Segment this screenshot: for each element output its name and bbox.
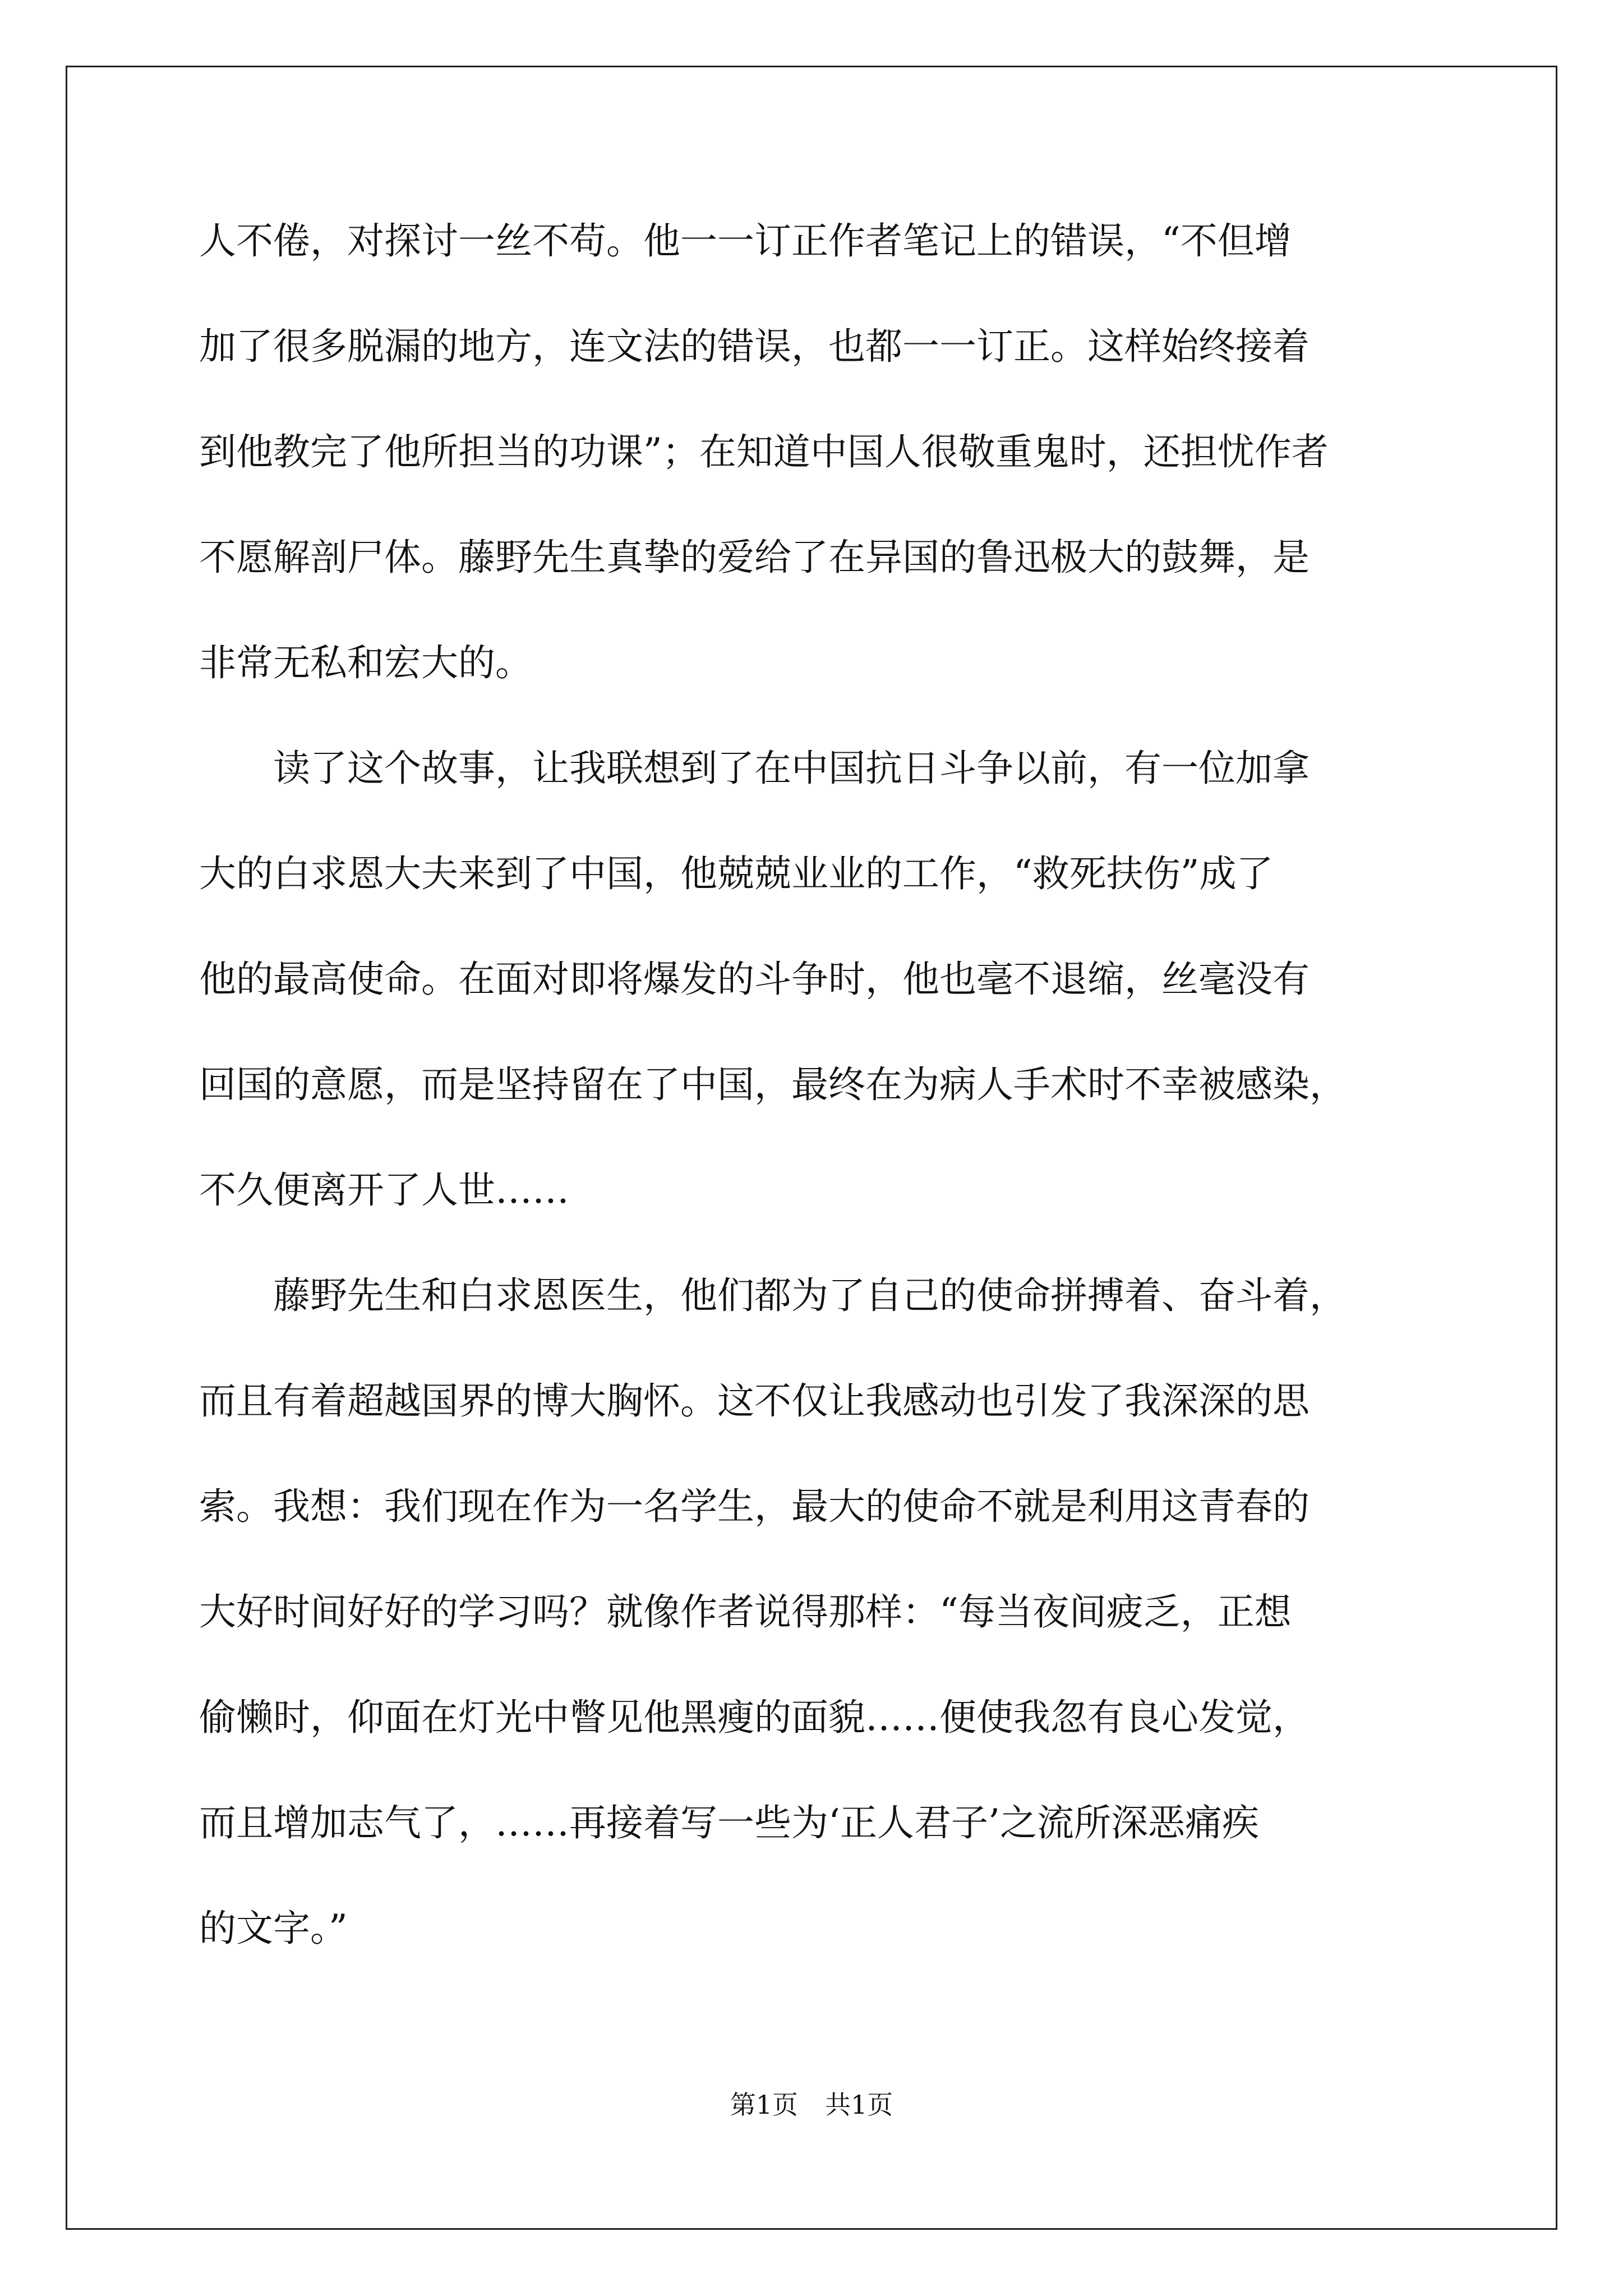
page-footer	[0, 2088, 1623, 2122]
text-line: 偷懒时，仰面在灯光中瞥见他黑瘦的面貌……便使我忽有良心发觉，	[199, 1696, 1310, 1739]
text-line: 而且有着超越国界的博大胸怀。这不仅让我感动也引发了我深深的思	[199, 1379, 1310, 1423]
text-line: 他的最高使命。在面对即将爆发的斗争时，他也毫不退缩，丝毫没有	[199, 958, 1310, 1001]
text-line: 索。我想：我们现在作为一名学生，最大的使命不就是利用这青春的	[199, 1485, 1310, 1528]
text-line: 藤野先生和白求恩医生，他们都为了自己的使命拼搏着、奋斗着，	[199, 1274, 1347, 1317]
text-line: 读了这个故事，让我联想到了在中国抗日斗争以前，有一位加拿	[199, 747, 1310, 790]
text-line: 大好时间好好的学习吗？就像作者说得那样：“每当夜间疲乏，正想	[199, 1590, 1292, 1634]
text-line: 不愿解剖尸体。藤野先生真挚的爱给了在异国的鲁迅极大的鼓舞，是	[199, 536, 1310, 579]
text-line: 大的白求恩大夫来到了中国，他兢兢业业的工作，“救死扶伤”成了	[199, 852, 1274, 895]
text-line: 非常无私和宏大的。	[199, 641, 532, 684]
text-line: 到他教完了他所担当的功课”；在知道中国人很敬重鬼时，还担忧作者	[199, 430, 1329, 473]
text-line: 而且增加志气了，……再接着写一些为‘正人君子’之流所深恶痛疾	[199, 1801, 1259, 1844]
text-line: 不久便离开了人世……	[199, 1168, 569, 1212]
page-number: 第1页	[730, 2090, 798, 2120]
page-border	[66, 66, 1557, 2230]
text-line: 的文字。”	[199, 1907, 348, 1950]
text-line: 回国的意愿，而是坚持留在了中国，最终在为病人手术时不幸被感染，	[199, 1063, 1347, 1106]
page-total: 共1页	[825, 2090, 893, 2120]
text-line: 加了很多脱漏的地方，连文法的错误，也都一一订正。这样始终接着	[199, 325, 1310, 368]
text-line: 人不倦，对探讨一丝不苟。他一一订正作者笔记上的错误，“不但增	[199, 219, 1292, 263]
